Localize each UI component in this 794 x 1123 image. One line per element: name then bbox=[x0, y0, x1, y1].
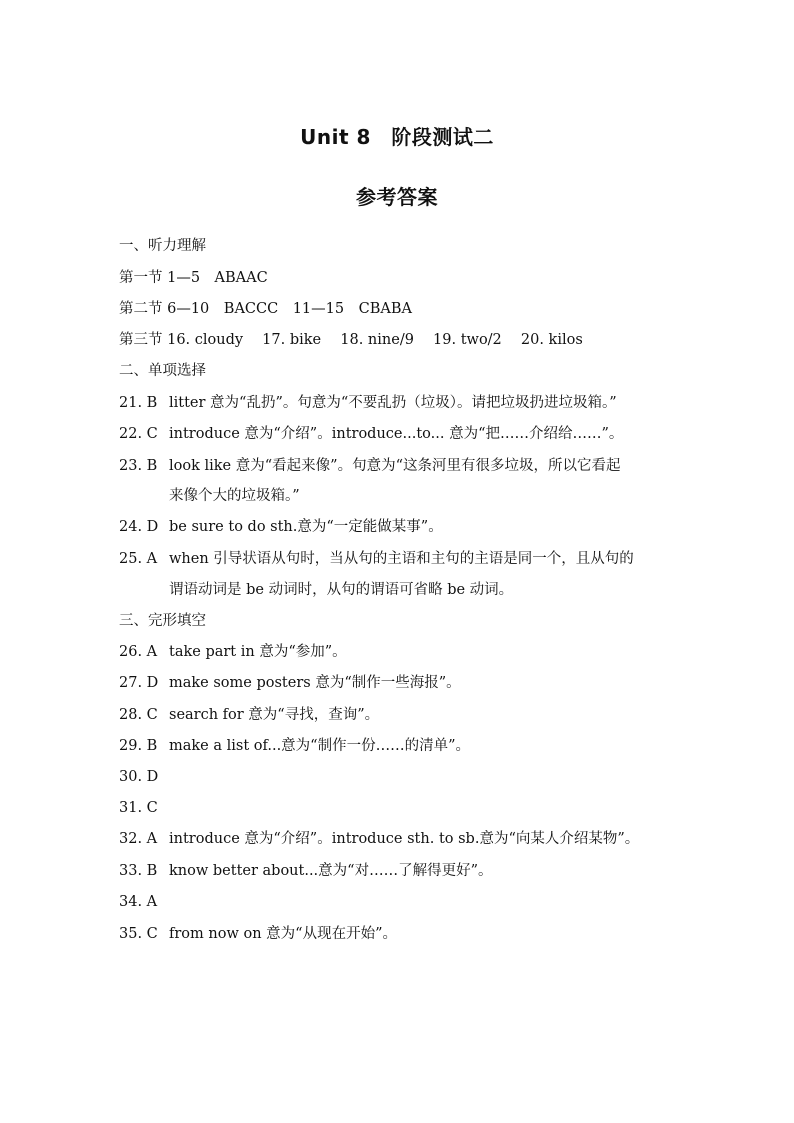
page-subtitle: 参考答案 bbox=[356, 185, 438, 209]
answer-explanation: be sure to do sth.意为“一定能做某事”。 bbox=[169, 519, 443, 535]
answer-number: 29. B bbox=[119, 738, 158, 754]
answer-item bbox=[119, 456, 620, 476]
section-heading-listening: 一、听力理解 bbox=[119, 238, 206, 254]
answer-item bbox=[119, 798, 169, 818]
answer-number: 22. C bbox=[119, 426, 158, 442]
answer-explanation: make some posters 意为“制作一些海报”。 bbox=[169, 675, 461, 691]
answer-explanation: know better about...意为“对……了解得更好”。 bbox=[169, 863, 493, 879]
answer-explanation: take part in 意为“参加”。 bbox=[169, 644, 347, 660]
answer-explanation-continued: 谓语动词是 be 动词时，从句的谓语可省略 be 动词。 bbox=[169, 582, 514, 598]
answer-number: 25. A bbox=[119, 551, 158, 567]
answer-explanation: from now on 意为“从现在开始”。 bbox=[169, 926, 397, 942]
answer-number: 35. C bbox=[119, 926, 158, 942]
answer-explanation: introduce 意为“介绍”。introduce sth. to sb.意为“向某人介绍某物”。 bbox=[169, 831, 640, 847]
listening-part-1: 第一节 1—5 ABAAC bbox=[119, 270, 268, 286]
answer-item bbox=[119, 924, 397, 944]
answer-explanation: look like 意为“看起来像”。句意为“这条河里有很多垃圾，所以它看起 bbox=[169, 458, 621, 474]
answer-number: 21. B bbox=[119, 395, 158, 411]
answer-item bbox=[119, 517, 443, 537]
answer-item bbox=[119, 861, 493, 881]
answer-number: 33. B bbox=[119, 863, 158, 879]
answer-number: 34. A bbox=[119, 894, 158, 910]
answer-item bbox=[119, 673, 461, 693]
answer-number: 23. B bbox=[119, 458, 158, 474]
answer-number: 31. C bbox=[119, 800, 158, 816]
answer-number: 28. C bbox=[119, 707, 158, 723]
page-title: Unit 8 阶段测试二 bbox=[300, 125, 494, 149]
answer-item bbox=[119, 424, 623, 444]
answer-explanation-continued: 来像个大的垃圾箱。” bbox=[169, 488, 300, 504]
section-heading-single-choice: 二、单项选择 bbox=[119, 363, 206, 379]
answer-explanation: search for 意为“寻找，查询”。 bbox=[169, 707, 380, 723]
listening-part-2: 第二节 6—10 BACCC 11—15 CBABA bbox=[119, 301, 412, 317]
answer-explanation: make a list of...意为“制作一份……的清单”。 bbox=[169, 738, 471, 754]
answer-number: 27. D bbox=[119, 675, 159, 691]
answer-item bbox=[119, 892, 169, 912]
answer-item bbox=[119, 829, 639, 849]
answer-explanation: when 引导状语从句时，当从句的主语和主句的主语是同一个，且从句的 bbox=[169, 551, 634, 567]
listening-part-3: 第三节 16. cloudy 17. bike 18. nine/9 19. two/2 20. kilos bbox=[119, 332, 583, 348]
answer-item bbox=[119, 736, 470, 756]
section-heading-cloze: 三、完形填空 bbox=[119, 613, 206, 629]
answer-number: 30. D bbox=[119, 769, 159, 785]
answer-item bbox=[119, 549, 634, 569]
answer-explanation: litter 意为“乱扔”。句意为“不要乱扔（垃圾）。请把垃圾扔进垃圾箱。” bbox=[169, 395, 617, 411]
answer-explanation: introduce 意为“介绍”。introduce...to... 意为“把……介绍给……”。 bbox=[169, 426, 624, 442]
answer-item bbox=[119, 767, 169, 787]
answer-item bbox=[119, 705, 379, 725]
answer-item bbox=[119, 642, 347, 662]
answer-number: 32. A bbox=[119, 831, 158, 847]
answer-item bbox=[119, 393, 617, 413]
answer-number: 24. D bbox=[119, 519, 159, 535]
answer-number: 26. A bbox=[119, 644, 158, 660]
